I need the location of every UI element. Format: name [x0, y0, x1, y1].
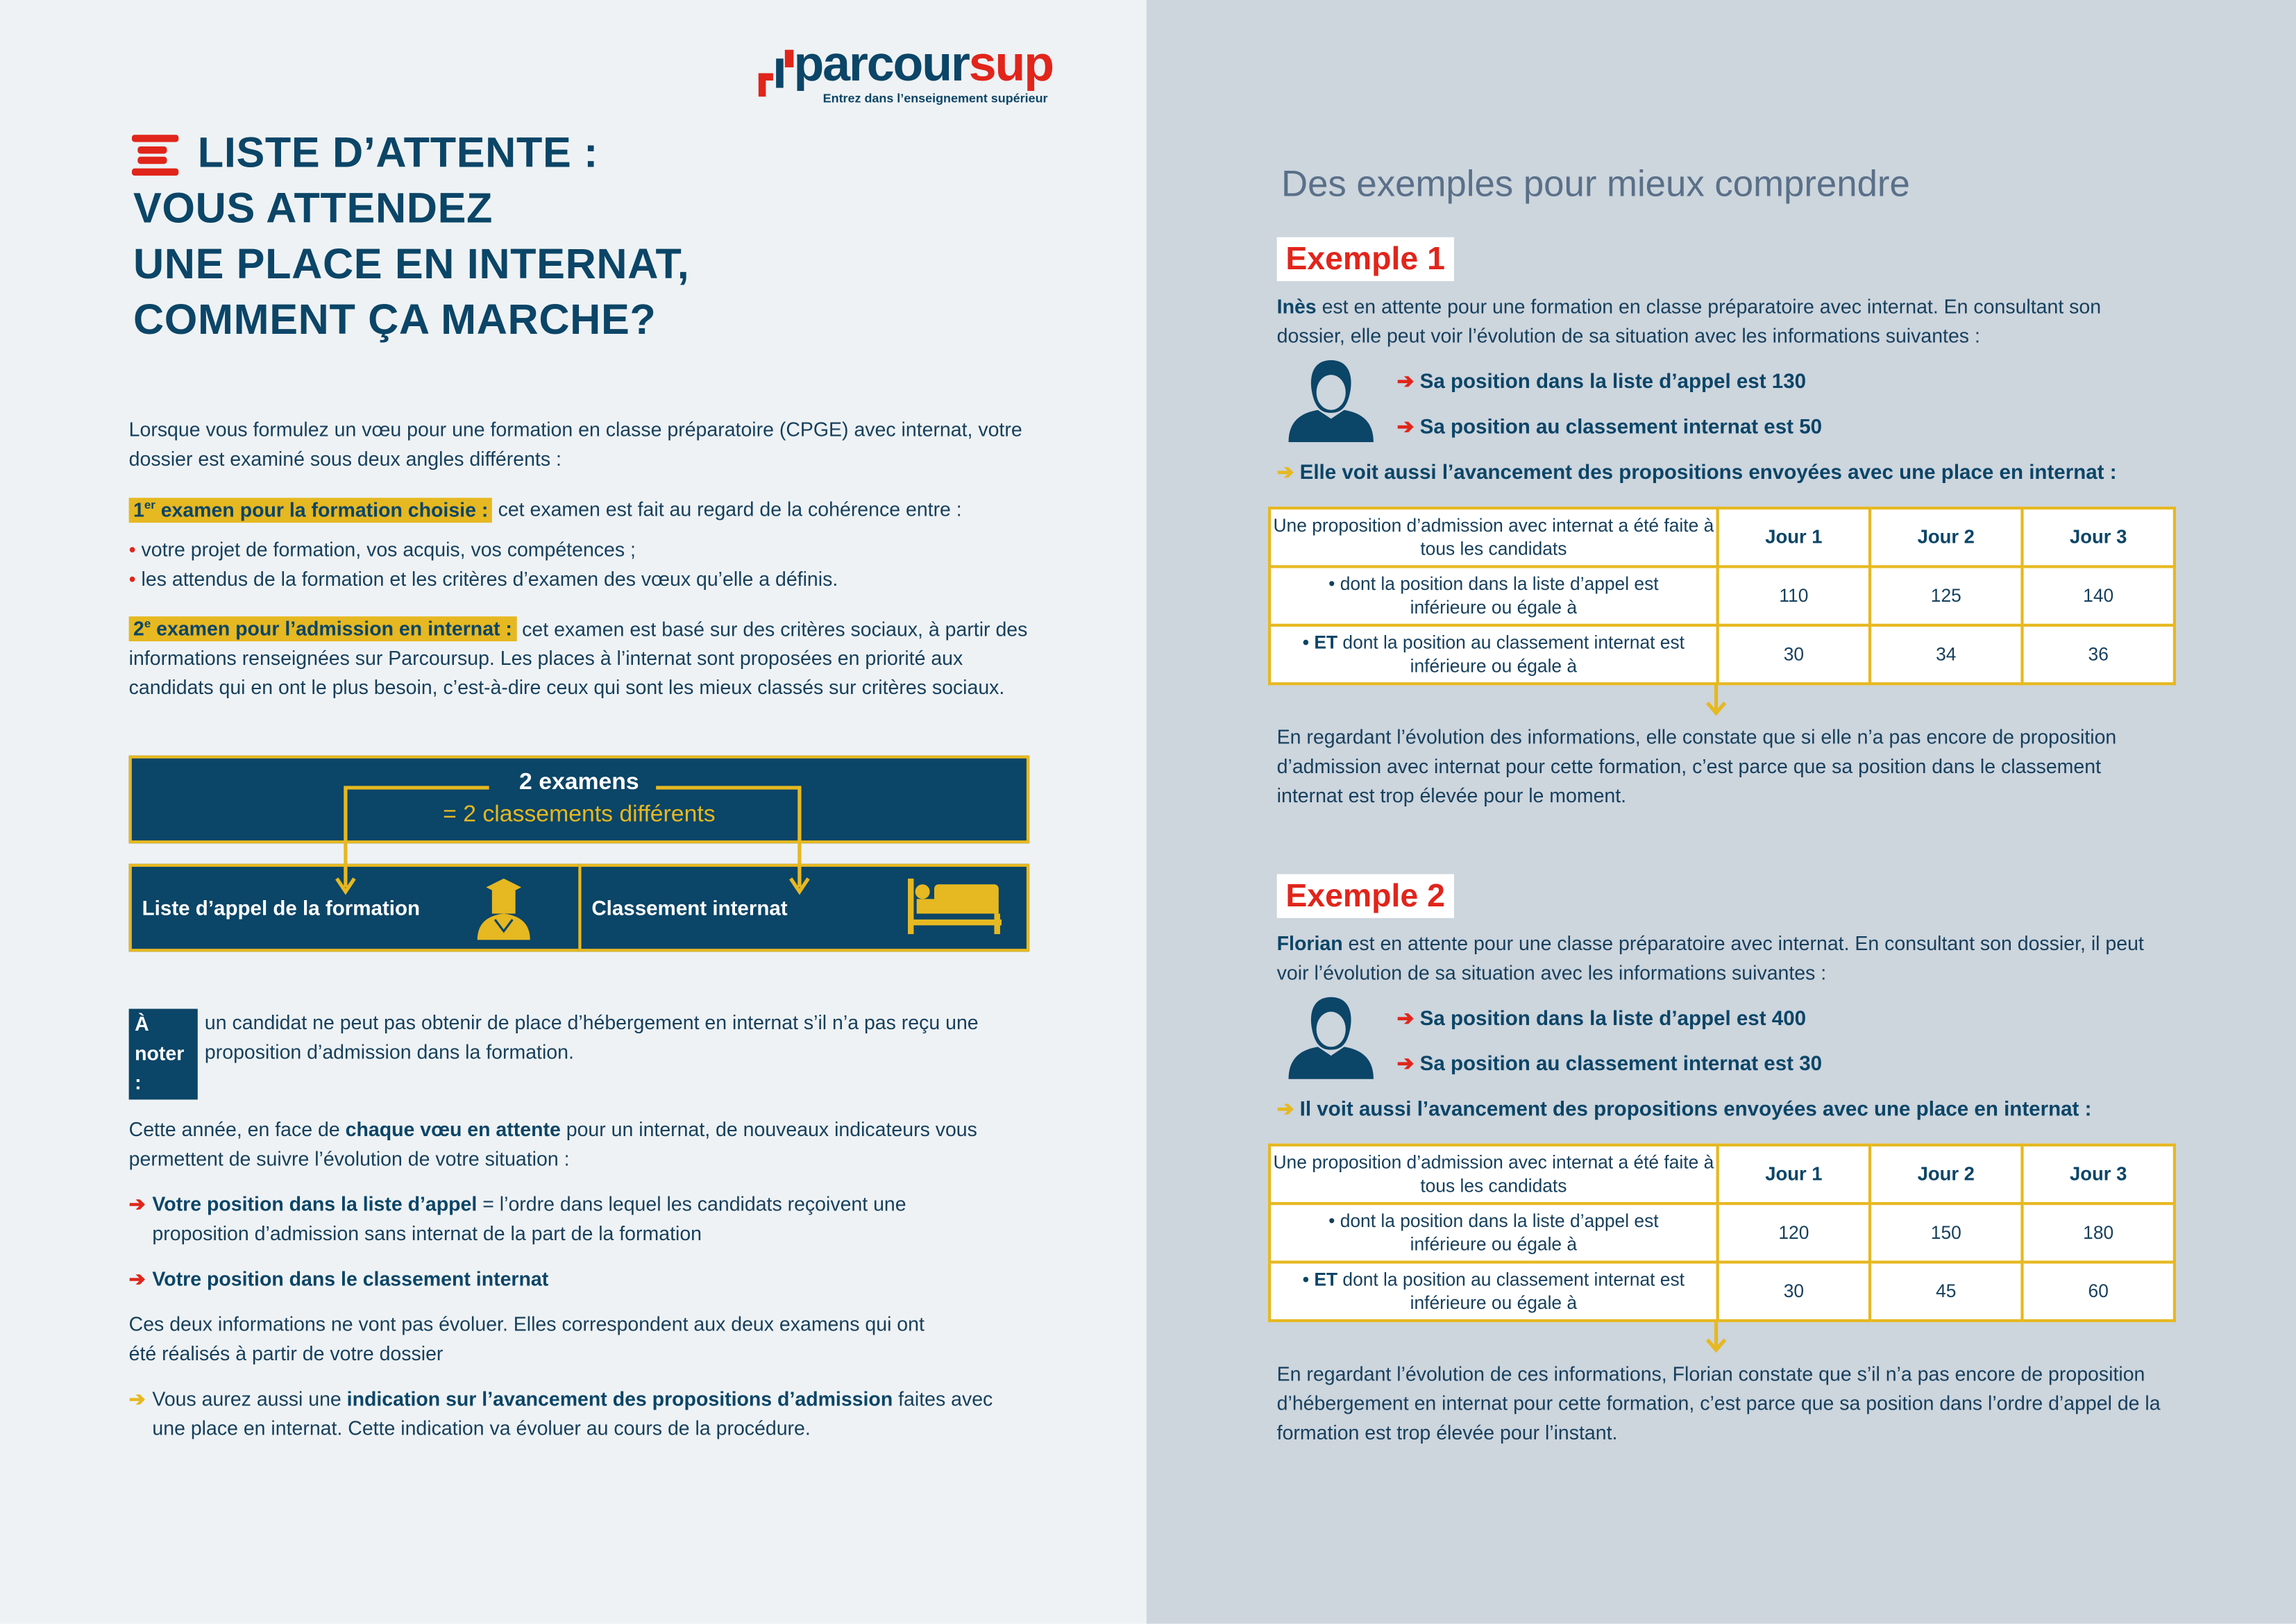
example-intro: Inès est en attente pour une formation en classe préparatoire avec internat. En consultant son dossier, elle peut voir l’évolution de sa situation avec les informations suivantes : — [1276, 296, 2102, 347]
table-cell: 150 — [1870, 1203, 2022, 1262]
arrow-icon: ➔ — [128, 1268, 146, 1290]
example-conclusion: En regardant l’évolution de ces informations, Florian constate que s’il n’a pas encore de proposition d’hébergement en internat pour cette formation, c’est parce que sa position dans l’ordre d’appel de la formation est trop élevée pour l’instant. — [1276, 1363, 2161, 1444]
table-cell: 110 — [1718, 566, 1870, 625]
title-line: COMMENT ÇA MARCHE? — [133, 297, 657, 344]
table-row-label: • dont la position dans la liste d’appel est inférieure ou égale à — [1269, 566, 1718, 625]
person-icon — [1285, 994, 1376, 1079]
table-row — [1269, 566, 2175, 625]
bed-icon — [908, 879, 1002, 937]
table-header-day: Jour 3 — [2022, 1145, 2174, 1203]
note-section — [129, 1009, 1008, 1444]
table-cell: 140 — [2022, 566, 2174, 625]
progress-text: ➔ Il voit aussi l’avancement des propositions envoyées avec une place en internat : — [1276, 1097, 2092, 1120]
note-text: un candidat ne peut pas obtenir de place d’hébergement en internat s’il n’a pas reçu une proposition d’admission dans la formation. — [204, 1011, 979, 1063]
diagram-label-right: Classement internat — [591, 896, 788, 920]
arrow-icon: ➔ — [128, 1387, 146, 1410]
title-line: LISTE D’ATTENTE : — [197, 130, 599, 178]
diagram-subtitle: = 2 classements différents — [443, 802, 716, 827]
graduate-icon — [471, 879, 536, 940]
title-line: UNE PLACE EN INTERNAT, — [133, 242, 690, 289]
example-intro: Florian est en attente pour une classe préparatoire avec internat. En consultant son dossier, il peut voir l’évolution de sa situation avec les informations suivantes : — [1276, 932, 2144, 984]
diagram-title: 2 examens — [519, 770, 639, 795]
exam2-label: 2e examen pour l’admission en internat : — [129, 616, 517, 641]
table-header-label: Une proposition d’admission avec internat a été faite à tous les candidats — [1269, 1145, 1718, 1203]
table-header-day: Jour 2 — [1870, 508, 2022, 566]
indicator-item-internat: ➔ Votre position dans le classement internat — [129, 1265, 1008, 1294]
left-page — [0, 0, 1147, 1624]
exam1-paragraph: 1er examen pour la formation choisie : cet examen est fait au regard de la cohérence entre : — [129, 491, 1029, 525]
down-arrow-icon — [1705, 682, 1728, 718]
note-label: À noter : — [129, 1009, 198, 1100]
progress-table — [1268, 1144, 2176, 1322]
page-title — [133, 126, 689, 348]
table-cell: 30 — [1718, 625, 1870, 684]
logo-text: parcour — [793, 36, 969, 92]
diagram-label-left: Liste d’appel de la formation — [142, 896, 421, 920]
position-internat: ➔ Sa position au classement internat est 50 — [1396, 414, 1823, 438]
table-row — [1269, 1203, 2175, 1262]
table-header-day: Jour 3 — [2022, 508, 2174, 566]
title-line: VOUS ATTENDEZ — [133, 185, 493, 233]
table-row — [1269, 1145, 2175, 1203]
indicators-paragraph: Ces deux informations ne vont pas évoluer. Elles correspondent aux deux examens qui ont été réalisés à partir de votre dossier — [128, 1313, 925, 1365]
table-row-label: • ET dont la position au classement internat est inférieure ou égale à — [1269, 1262, 1718, 1321]
logo-mark-icon — [756, 47, 794, 105]
table-header-day: Jour 1 — [1718, 1145, 1870, 1203]
progress-table — [1268, 507, 2176, 685]
intro-paragraph: Lorsque vous formulez un vœu pour une formation en classe préparatoire (CPGE) avec internat, votre dossier est examiné sous deux angles différents : — [128, 418, 1022, 471]
table-header-day: Jour 2 — [1870, 1145, 2022, 1203]
indicator-item-liste-appel: ➔ Votre position dans la liste d’appel = l’ordre dans lequel les candidats reçoivent une proposition d’admission sans internat de la part de la formation — [129, 1190, 1008, 1249]
example-1 — [1268, 237, 2176, 881]
position-liste-appel: ➔ Sa position dans la liste d’appel est 400 — [1396, 1006, 1807, 1030]
parcoursup-logo — [756, 35, 1100, 108]
table-cell: 45 — [1870, 1262, 2022, 1321]
table-cell: 34 — [1870, 625, 2022, 684]
bullet-item: • les attendus de la formation et les critères d’examen des vœux qu’elle a définis. — [128, 567, 838, 590]
table-row — [1269, 1262, 2175, 1321]
example-2 — [1268, 874, 2176, 1518]
progress-text: ➔ Elle voit aussi l’avancement des propositions envoyées avec une place en internat : — [1276, 459, 2117, 484]
table-row — [1269, 508, 2175, 566]
table-row-label: • ET dont la position au classement internat est inférieure ou égale à — [1269, 625, 1718, 684]
intro-section — [129, 416, 1029, 703]
position-internat: ➔ Sa position au classement internat est 30 — [1396, 1051, 1823, 1075]
table-cell: 180 — [2022, 1203, 2174, 1262]
table-cell: 125 — [1870, 566, 2022, 625]
table-cell: 30 — [1718, 1262, 1870, 1321]
example-conclusion: En regardant l’évolution des informations, elle constate que si elle n’a pas encore de proposition d’admission avec internat pour cette formation, c’est parce que sa position dans le classement internat est trop élevée pour le moment. — [1276, 726, 2117, 807]
person-icon — [1285, 357, 1376, 442]
logo-tagline: Entrez dans l’enseignement supérieur — [822, 90, 1048, 105]
table-header-day: Jour 1 — [1718, 508, 1870, 566]
exam1-label: 1er examen pour la formation choisie : — [129, 497, 493, 522]
arrow-icon: ➔ — [128, 1193, 146, 1216]
example-label: Exemple 1 — [1277, 237, 1454, 281]
table-row — [1269, 625, 2175, 684]
bullet-item: • votre projet de formation, vos acquis, vos compétences ; — [128, 538, 636, 560]
examples-heading: Des exemples pour mieux comprendre — [1281, 164, 1910, 205]
example-label: Exemple 2 — [1277, 874, 1454, 917]
indicators-intro: Cette année, en face de chaque vœu en attente pour un internat, de nouveaux indicateurs vous permettent de suivre l’évolution de votre situation : — [128, 1118, 977, 1170]
table-header-label: Une proposition d’admission avec internat a été faite à tous les candidats — [1269, 508, 1718, 566]
table-row-label: • dont la position dans la liste d’appel est inférieure ou égale à — [1269, 1203, 1718, 1262]
logo-text-accent: sup — [968, 36, 1053, 92]
down-arrow-icon — [1705, 1319, 1728, 1355]
table-cell: 60 — [2022, 1262, 2174, 1321]
indicator-item-avancement: ➔ Vous aurez aussi une indication sur l’avancement des propositions d’admission faites avec une place en internat. Cette indication va évoluer au cours de la procédure. — [129, 1385, 1008, 1444]
table-cell: 120 — [1718, 1203, 1870, 1262]
table-cell: 36 — [2022, 625, 2174, 684]
position-liste-appel: ➔ Sa position dans la liste d’appel est 130 — [1396, 369, 1807, 393]
exam2-paragraph: 2e examen pour l’admission en internat : cet examen est basé sur des critères sociaux, à partir des informations renseignées sur Parcoursup. Les places à l’internat sont proposées en priorité aux candidats qui en ont le plus besoin, c’est-à-dire ceux qui sont les mieux classés sur critères sociaux. — [128, 617, 1028, 699]
